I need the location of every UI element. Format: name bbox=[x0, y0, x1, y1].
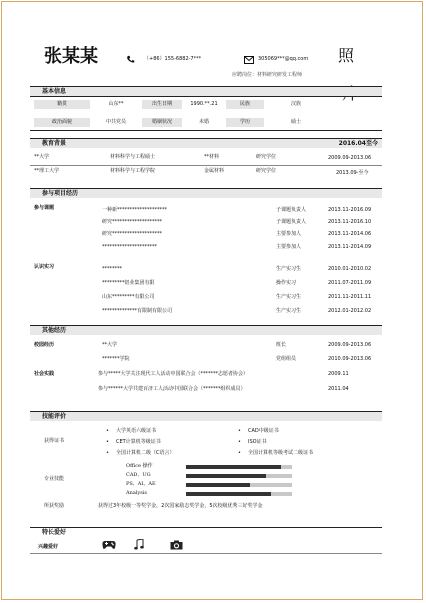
skill-bar bbox=[186, 492, 292, 496]
cert-bullet: • bbox=[238, 450, 241, 456]
skills-honor-label: 所获奖励 bbox=[44, 503, 65, 509]
basic-value-degree: 硕士 bbox=[290, 119, 301, 125]
internship-date: 2012.01-2012.02 bbox=[328, 308, 372, 314]
edu-degree: 研究学位 bbox=[256, 168, 277, 174]
practice-date: 2011.04 bbox=[328, 386, 349, 392]
section-education bbox=[30, 138, 382, 148]
campus-text: *******学院 bbox=[102, 356, 130, 362]
basic-value-hometown: 山东** bbox=[108, 101, 124, 107]
practice-date: 2009.11 bbox=[328, 371, 349, 377]
skill-bar bbox=[186, 465, 292, 469]
mail-icon bbox=[244, 56, 254, 64]
skills-honor-text: 获得过3年校级一等奖学金，2次国家励志奖学金，5次校级优秀三好奖学金 bbox=[98, 503, 263, 509]
internship-role: 生产实习生 bbox=[276, 308, 302, 314]
cert-item: CET计算机等级证书 bbox=[116, 439, 161, 445]
edu-date: 2013.09-至今 bbox=[336, 170, 369, 176]
basic-label-degree: 学历 bbox=[226, 118, 264, 127]
music-note-icon bbox=[134, 539, 144, 550]
cert-item: ISO证书 bbox=[248, 439, 267, 445]
internship-role: 生产实习生 bbox=[276, 294, 302, 300]
internship-date: 2010.01-2010.02 bbox=[328, 266, 372, 272]
cert-item: 全国计算机二级（C语言） bbox=[116, 450, 175, 456]
projects-group-label: 认识实习 bbox=[34, 264, 55, 270]
cert-item: 全国计算机等级考试二级证书 bbox=[248, 450, 314, 456]
section-hobbies bbox=[30, 527, 382, 537]
edu-degree: 研究学位 bbox=[256, 154, 277, 160]
campus-role: 党组组员 bbox=[276, 356, 297, 362]
edu-school: **理工大学 bbox=[34, 168, 60, 174]
section-projects bbox=[30, 188, 382, 198]
project-role: 子课题负责人 bbox=[276, 207, 307, 213]
internship-text: ******** bbox=[102, 266, 122, 272]
section-title: 特长爱好 bbox=[42, 529, 67, 536]
project-role: 子课题负责人 bbox=[276, 219, 307, 225]
skill-bar-fill bbox=[186, 492, 271, 496]
edu-major: 材料科学与工程学院 bbox=[110, 168, 156, 174]
project-date: 2013.11-2016.10 bbox=[328, 219, 372, 225]
divider bbox=[30, 165, 382, 166]
basic-value-political: 中共党员 bbox=[105, 119, 126, 125]
section-title: 其他经历 bbox=[42, 327, 67, 334]
project-date: 2013.11-2014.09 bbox=[328, 244, 372, 250]
project-date: 2013.11-2016.09 bbox=[328, 207, 372, 213]
campus-text: **大学 bbox=[102, 342, 118, 348]
edu-field: **材料 bbox=[204, 154, 220, 160]
project-text: 研究******************** bbox=[102, 231, 163, 237]
other-group-label: 社会实践 bbox=[34, 371, 55, 377]
internship-text: *********铝业集团有限 bbox=[102, 280, 155, 286]
project-text: ********************** bbox=[102, 244, 157, 250]
project-date: 2013.11-2014.06 bbox=[328, 231, 372, 237]
camera-icon bbox=[170, 540, 183, 550]
skill-name: Office 操作 bbox=[126, 463, 153, 469]
section-title: 基本信息 bbox=[42, 88, 67, 95]
project-text: 研究******************** bbox=[102, 219, 163, 225]
project-role: 主要参加人 bbox=[276, 231, 302, 237]
section-other bbox=[30, 325, 382, 335]
campus-date: 2010.09-2013.06 bbox=[328, 356, 372, 362]
internship-text: 山东*********有限公司 bbox=[102, 294, 155, 300]
practice-text: 参与*****大学关注现代工人活动中国联合会（*******志愿者协会） bbox=[98, 371, 249, 377]
skill-bar bbox=[186, 483, 292, 487]
internship-text: **************有限制有限公司 bbox=[102, 308, 173, 314]
edu-school: **大学 bbox=[34, 154, 50, 160]
internship-date: 2011.07-2011.09 bbox=[328, 280, 372, 286]
basic-label-marital: 婚姻状况 bbox=[142, 118, 182, 127]
skill-name: PS、AI、AE bbox=[126, 481, 156, 487]
section-title: 教育背景 bbox=[42, 140, 67, 147]
skill-name: CAD、UG bbox=[126, 472, 151, 478]
internship-date: 2011.11-2011.11 bbox=[328, 294, 372, 300]
cert-bullet: • bbox=[238, 428, 241, 434]
campus-date: 2009.09-2013.06 bbox=[328, 342, 372, 348]
basic-label-birthdate: 出生日期 bbox=[142, 100, 182, 109]
basic-label-ethnicity: 民族 bbox=[226, 100, 264, 109]
cert-item: CAD中级证书 bbox=[248, 428, 279, 434]
divider bbox=[30, 553, 382, 554]
skill-bar-fill bbox=[186, 465, 281, 469]
basic-label-political: 政治面貌 bbox=[34, 118, 90, 127]
education-date: 2016.04至今 bbox=[338, 140, 378, 147]
campus-role: 班长 bbox=[276, 342, 287, 348]
skill-bar-fill bbox=[186, 474, 266, 478]
edu-major: 材料科学与工程硕士 bbox=[110, 154, 156, 160]
divider bbox=[30, 96, 382, 97]
cert-bullet: • bbox=[106, 450, 109, 456]
skills-software-label: 专业技能 bbox=[44, 476, 65, 482]
section-title: 技能评价 bbox=[42, 413, 67, 420]
photo-text-1: 照 bbox=[338, 46, 355, 65]
cert-bullet: • bbox=[106, 428, 109, 434]
basic-value-marital: 未婚 bbox=[198, 119, 209, 125]
photo-placeholder bbox=[336, 44, 370, 114]
job-objective: 应聘岗位：材料研究研发工程师 bbox=[232, 72, 303, 78]
basic-label-hometown: 籍贯 bbox=[34, 100, 90, 109]
basic-value-ethnicity: 汉族 bbox=[290, 101, 301, 107]
other-group-label: 校园经历 bbox=[34, 342, 55, 348]
phone-icon bbox=[126, 55, 135, 64]
project-text: 一种新******************** bbox=[102, 207, 168, 213]
divider bbox=[30, 130, 382, 131]
cert-bullet: • bbox=[106, 439, 109, 445]
basic-value-birthdate: 1990.**.21 bbox=[190, 101, 218, 107]
email-address: 305069***@qq.com bbox=[258, 56, 309, 62]
practice-text: 参与******大学共建百济工人活动中国联合会（*******组织成员） bbox=[98, 386, 246, 392]
cert-item: 大学英语六级证书 bbox=[116, 428, 157, 434]
section-basic-info bbox=[30, 86, 382, 96]
skill-bar bbox=[186, 474, 292, 478]
section-skills bbox=[30, 411, 382, 421]
phone-number: （+86）155-6882-7*** bbox=[144, 56, 202, 62]
edu-date: 2009.09-2013.06 bbox=[328, 155, 372, 161]
section-title: 参与项目经历 bbox=[42, 190, 79, 197]
candidate-name: 张某某 bbox=[44, 46, 98, 67]
skills-cert-label: 获得证书 bbox=[44, 438, 65, 444]
gamepad-icon bbox=[102, 540, 116, 550]
hobbies-label: 兴趣爱好 bbox=[38, 544, 59, 550]
internship-role: 生产实习生 bbox=[276, 266, 302, 272]
cert-bullet: • bbox=[238, 439, 241, 445]
internship-role: 操作实习 bbox=[276, 280, 297, 286]
skill-bar-fill bbox=[186, 483, 250, 487]
skill-name: Analysis bbox=[126, 490, 147, 496]
edu-field: 金属材料 bbox=[204, 168, 225, 174]
projects-group-label: 参与课题 bbox=[34, 205, 55, 211]
project-role: 主要参加人 bbox=[276, 244, 302, 250]
